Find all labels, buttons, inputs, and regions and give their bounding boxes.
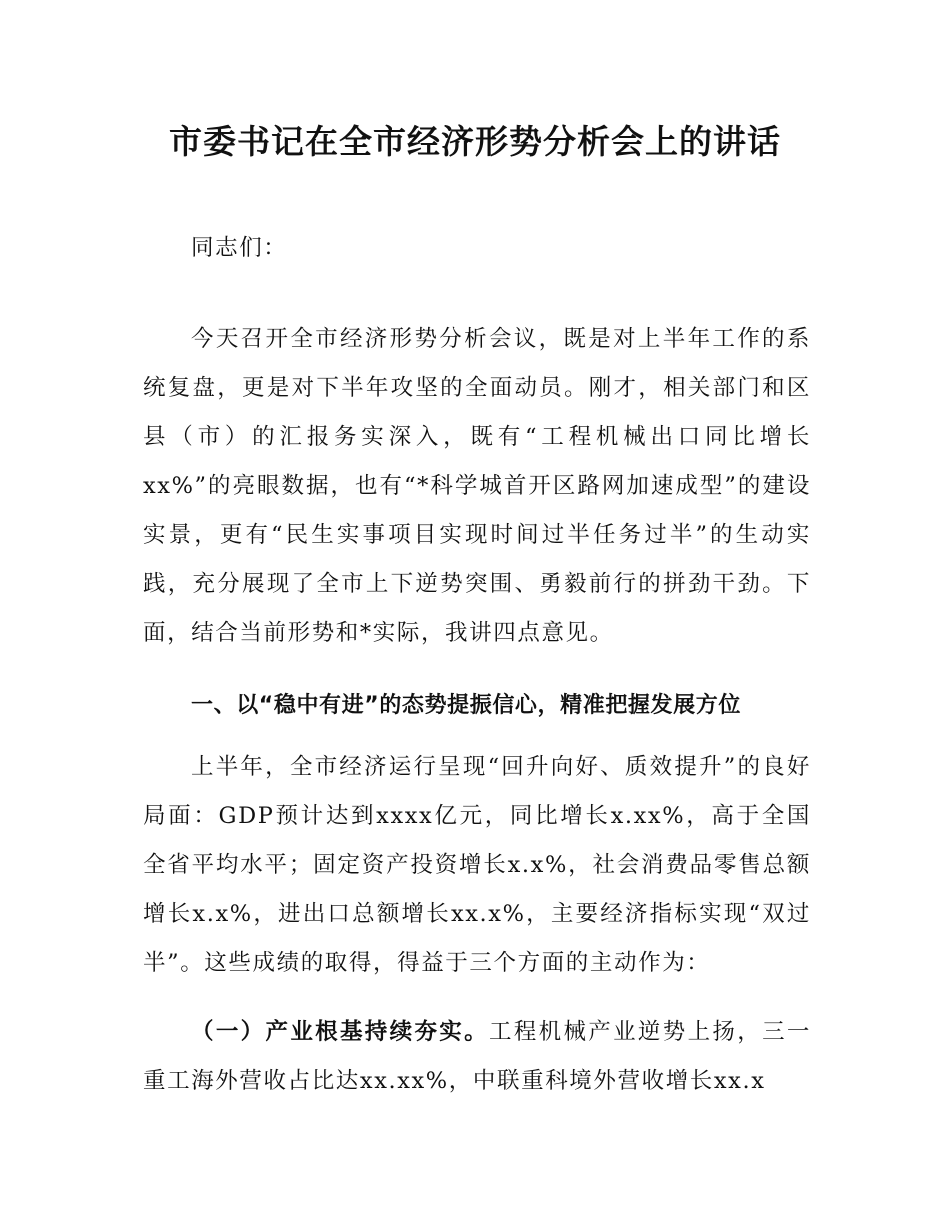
subsection-1-paragraph xyxy=(143,1008,811,1106)
greeting: 同志们： xyxy=(191,235,288,261)
section-1-paragraph: 上半年，全市经济运行呈现“回升向好、质效提升”的良好局面：GDP预计达到xxxx亿元，同比增长x.xx%，高于全国全省平均水平；固定资产投资增长x.x%，社会消费品零售总额增长x.x%，进出口总额增长xx.x%，主要经济指标实现“双过半”。这些成绩的取得，得益于三个方面的主动作为： xyxy=(143,754,811,976)
section-heading-1: 一、以“稳中有进”的态势提振信心，精准把握发展方位 xyxy=(191,693,741,718)
document-title: 市委书记在全市经济形势分析会上的讲话 xyxy=(169,122,781,161)
subsection-1-lead: （一）产业根基持续夯实。 xyxy=(191,1019,489,1045)
subsection-1-body: 工程机械产业逆势上扬，三一重工海外营收占比达xx.xx%，中联重科境外营收增长xx.x xyxy=(143,1019,811,1094)
intro-paragraph: 今天召开全市经济形势分析会议，既是对上半年工作的系统复盘，更是对下半年攻坚的全面动员。刚才，相关部门和区县（市）的汇报务实深入，既有“工程机械出口同比增长xx%”的亮眼数据，也有“*科学城首开区路网加速成型”的建设实景，更有“民生实事项目实现时间过半任务过半”的生动实践，充分展现了全市上下逆势突围、勇毅前行的拼劲干劲。下面，结合当前形势和*实际，我讲四点意见。 xyxy=(143,326,811,646)
